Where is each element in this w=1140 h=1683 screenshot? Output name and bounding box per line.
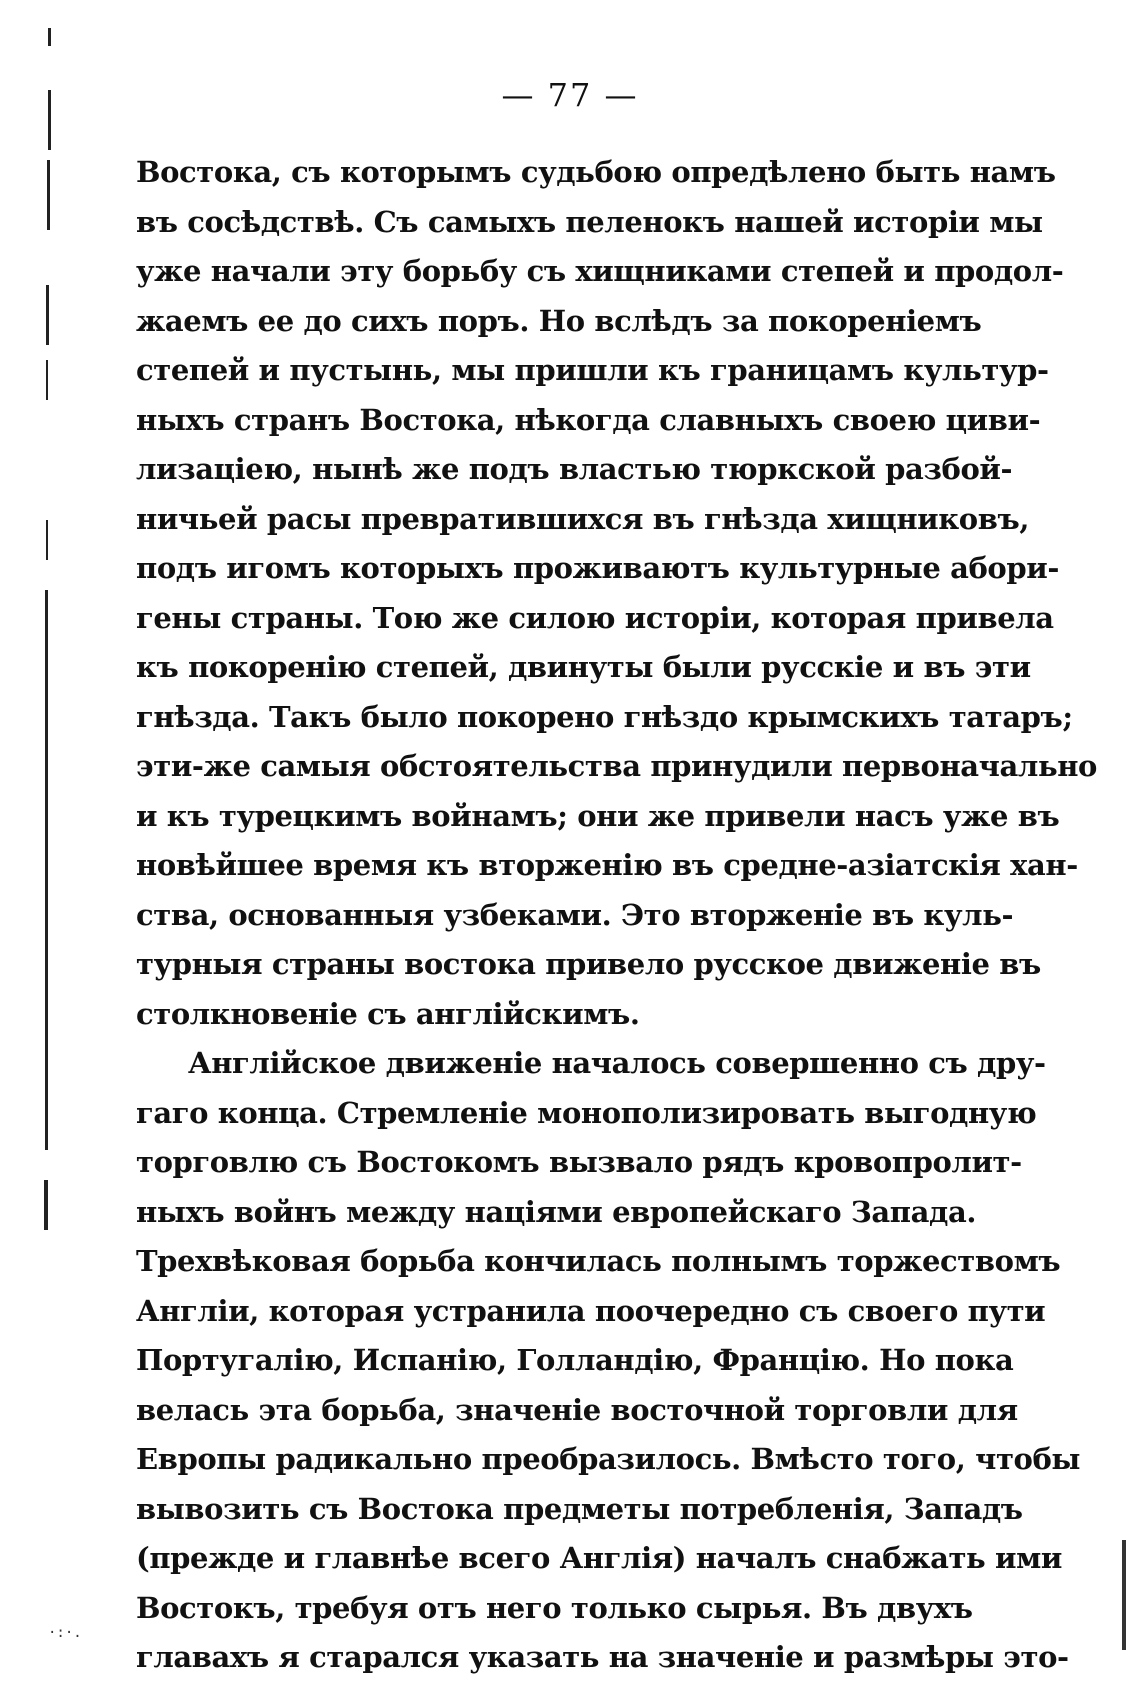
text-line: ничьей расы превратившихся въ гнѣзда хищниковъ, xyxy=(136,501,1030,536)
text-line: турныя страны востока привело русское движеніе въ xyxy=(136,947,1041,981)
text-line: новѣйшее время къ вторженію въ средне-азіатскія хан- xyxy=(136,848,1078,882)
text-line: ныхъ войнъ между націями европейскаго Запада. xyxy=(136,1194,977,1229)
text-line: Европы радикально преобразилось. Вмѣсто того, чтобы xyxy=(136,1442,1081,1476)
text-line: Востокъ, требуя отъ него только сырья. Въ двухъ xyxy=(136,1590,973,1625)
text-line: ства, основанныя узбеками. Это вторженіе въ куль- xyxy=(136,897,1014,932)
text-line: (прежде и главнѣе всего Англія) началъ снабжать ими xyxy=(136,1541,1063,1575)
text-line: уже начали эту борьбу съ хищниками степей и продол- xyxy=(136,254,1064,288)
text-line: столкновеніе съ англійскимъ. xyxy=(136,996,640,1031)
text-line: эти-же самыя обстоятельства принудили первоначально xyxy=(136,749,1097,783)
scan-artifact xyxy=(48,28,51,46)
scan-artifact xyxy=(47,160,50,230)
page-number: — 77 — xyxy=(501,76,639,114)
scan-specks: ·:·. xyxy=(48,1625,82,1641)
text-line: гнѣзда. Такъ было покорено гнѣздо крымскихъ татаръ; xyxy=(136,699,1073,734)
scan-artifact xyxy=(46,285,49,345)
body-text xyxy=(136,148,1097,1683)
text-line: велась эта борьба, значеніе восточной торговли для xyxy=(136,1392,1018,1427)
text-line: ныхъ странъ Востока, нѣкогда славныхъ своею циви- xyxy=(136,402,1041,437)
paragraph xyxy=(136,148,1097,1039)
text-line: Трехвѣковая борьба кончилась полнымъ торжествомъ xyxy=(136,1244,1061,1278)
text-line: Англіи, которая устранила поочередно съ своего пути xyxy=(136,1293,1046,1328)
paragraph xyxy=(136,1039,1081,1683)
text-line: и къ турецкимъ войнамъ; они же привели насъ уже въ xyxy=(136,798,1060,833)
scan-edge xyxy=(1122,1540,1126,1650)
text-line: Востока, съ которымъ судьбою опредѣлено быть намъ xyxy=(136,155,1056,189)
text-line: степей и пустынь, мы пришли къ границамъ культур- xyxy=(136,353,1049,387)
scan-artifact xyxy=(44,1180,48,1230)
text-line: жаемъ ее до сихъ поръ. Но вслѣдъ за покореніемъ xyxy=(136,303,982,338)
text-line: главахъ я старался указать на значеніе и размѣры это- xyxy=(136,1640,1069,1674)
text-line: гаго конца. Стремленіе монополизировать выгодную xyxy=(136,1095,1037,1130)
text-line: торговлю съ Востокомъ вызвало рядъ кровопролит- xyxy=(136,1145,1022,1179)
text-line: Португалію, Испанію, Голландію, Францію. Но пока xyxy=(136,1343,1014,1377)
text-line: въ сосѣдствѣ. Съ самыхъ пеленокъ нашей исторіи мы xyxy=(136,204,1043,239)
text-line: къ покоренію степей, двинуты были русскіе и въ эти xyxy=(136,650,1031,684)
scan-artifact xyxy=(45,590,48,1150)
text-line: гены страны. Тою же силою исторіи, которая привела xyxy=(136,600,1054,635)
scan-artifact xyxy=(46,360,48,400)
text-line: подъ игомъ которыхъ проживаютъ культурные абори- xyxy=(136,551,1059,585)
text-line: Англійское движеніе началось совершенно съ дру- xyxy=(188,1046,1046,1080)
text-line: лизаціею, нынѣ же подъ властью тюркской разбой- xyxy=(136,452,1013,486)
text-line: вывозить съ Востока предметы потребленія, Западъ xyxy=(136,1491,1023,1526)
scan-artifact xyxy=(46,520,48,560)
